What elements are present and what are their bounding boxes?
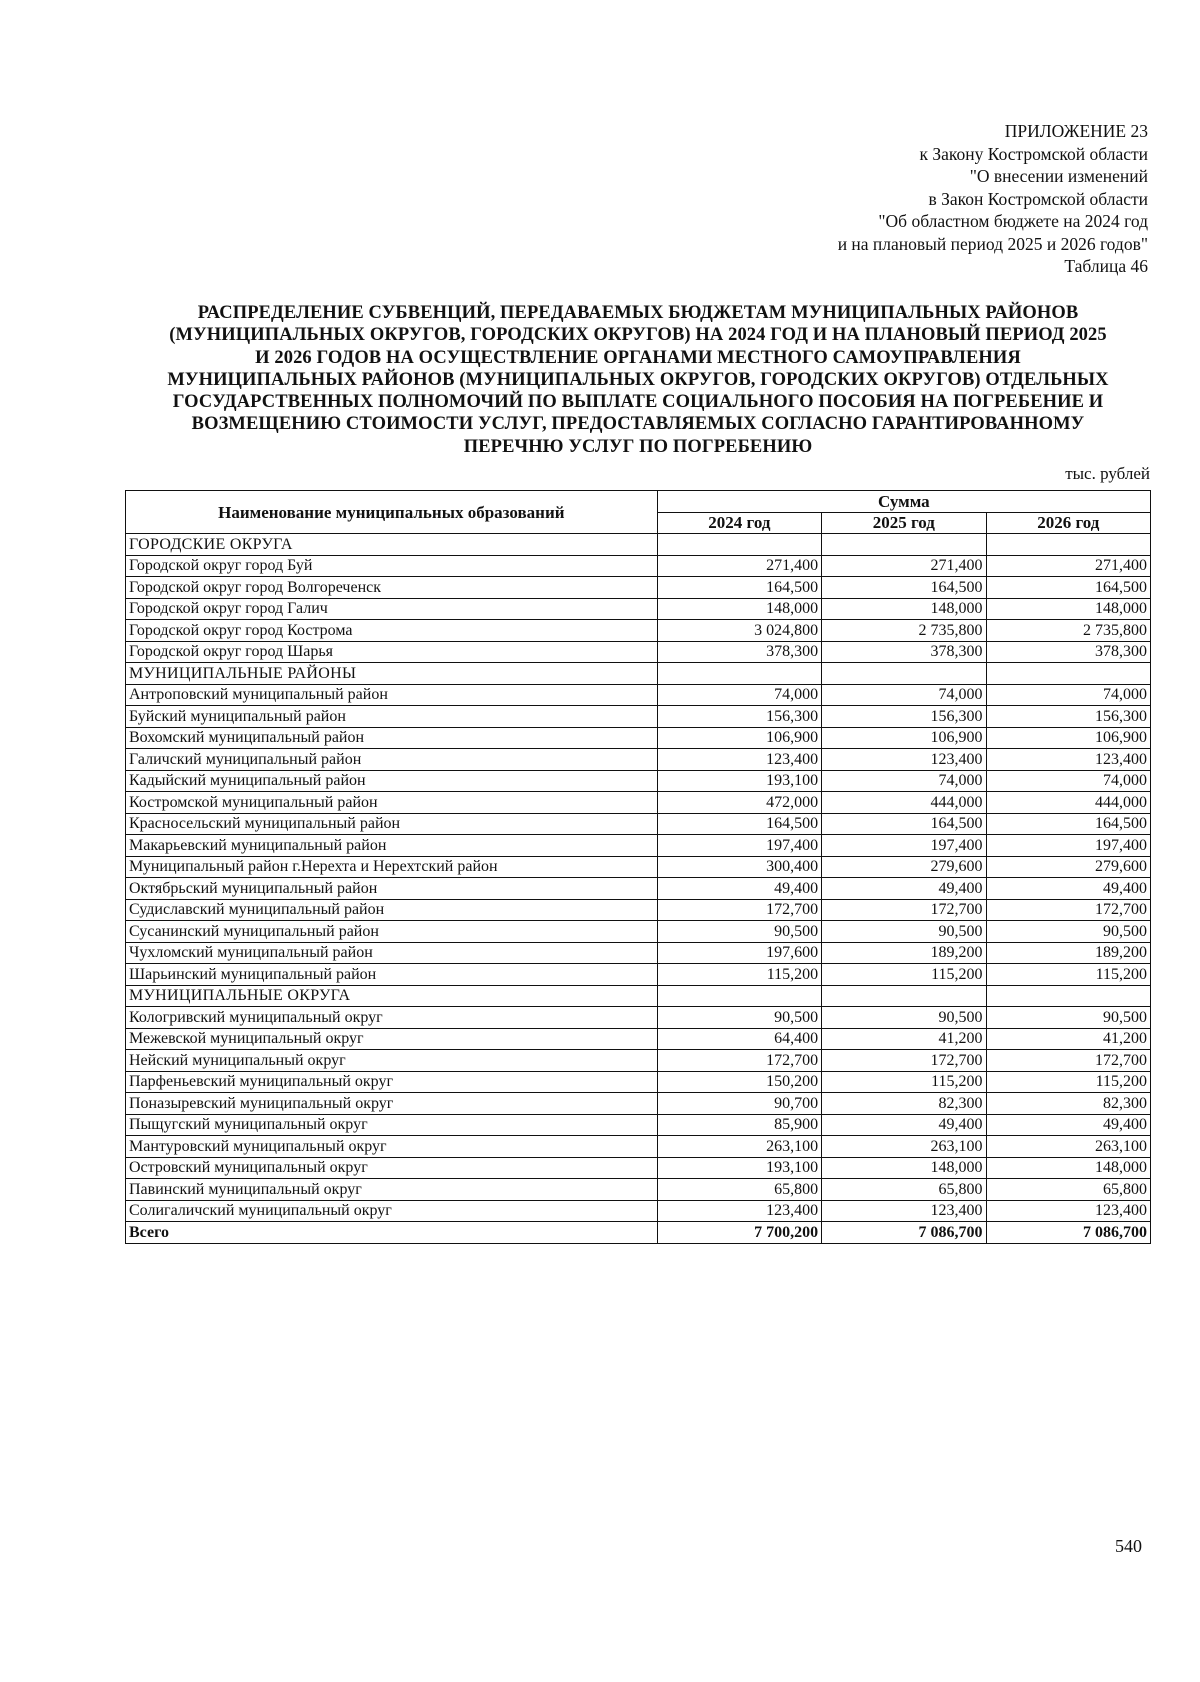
amount-cell-2026: 49,400 — [986, 878, 1150, 900]
municipality-name-cell: Муниципальный район г.Нерехта и Нерехтский район — [126, 856, 658, 878]
amount-cell-2026: 123,400 — [986, 1200, 1150, 1222]
table-row — [126, 878, 1151, 900]
amount-cell-2026: 123,400 — [986, 749, 1150, 771]
title-line: РАСПРЕДЕЛЕНИЕ СУБВЕНЦИЙ, ПЕРЕДАВАЕМЫХ БЮДЖЕТАМ МУНИЦИПАЛЬНЫХ РАЙОНОВ — [197, 303, 1079, 323]
table-row — [126, 727, 1151, 749]
amount-cell-2026: 189,200 — [986, 942, 1150, 964]
amount-cell-2024 — [657, 985, 821, 1007]
table-number: Таблица 46 — [1064, 256, 1148, 276]
amount-cell-2024: 123,400 — [657, 749, 821, 771]
municipality-name-cell: Солигаличский муниципальный округ — [126, 1200, 658, 1222]
amount-cell-2025: 90,500 — [822, 1007, 986, 1029]
table-row — [126, 577, 1151, 599]
table-row — [126, 706, 1151, 728]
title-line: И 2026 ГОДОВ НА ОСУЩЕСТВЛЕНИЕ ОРГАНАМИ МЕСТНОГО САМОУПРАВЛЕНИЯ — [255, 347, 1021, 368]
amount-cell-2025 — [822, 985, 986, 1007]
amount-cell-2024: 123,400 — [657, 1200, 821, 1222]
amount-cell-2026: 197,400 — [986, 835, 1150, 857]
table-row — [126, 598, 1151, 620]
amount-cell-2026: 378,300 — [986, 641, 1150, 663]
municipality-name-cell: Антроповский муниципальный район — [126, 684, 658, 706]
municipality-name-cell: Городской округ город Буй — [126, 555, 658, 577]
amount-cell-2025: 123,400 — [822, 749, 986, 771]
amount-cell-2024: 3 024,800 — [657, 620, 821, 642]
table-row — [126, 813, 1151, 835]
amount-cell-2025: 49,400 — [822, 1114, 986, 1136]
amount-cell-2025: 106,900 — [822, 727, 986, 749]
table-row — [126, 620, 1151, 642]
table-row — [126, 1200, 1151, 1222]
municipality-name-cell: Буйский муниципальный район — [126, 706, 658, 728]
group-name-cell: МУНИЦИПАЛЬНЫЕ ОКРУГА — [126, 985, 658, 1007]
amount-cell-2026: 2 735,800 — [986, 620, 1150, 642]
amount-cell-2025: 164,500 — [822, 813, 986, 835]
title-line: (МУНИЦИПАЛЬНЫХ ОКРУГОВ, ГОРОДСКИХ ОКРУГОВ) НА 2024 ГОД И НА ПЛАНОВЫЙ ПЕРИОД 2025 — [169, 325, 1107, 346]
table-row — [126, 1028, 1151, 1050]
total-row — [126, 1222, 1151, 1244]
table-row — [126, 1114, 1151, 1136]
amount-cell-2025: 197,400 — [822, 835, 986, 857]
amount-cell-2024: 64,400 — [657, 1028, 821, 1050]
appendix-line: ПРИЛОЖЕНИЕ 23 — [1004, 121, 1148, 141]
amount-cell-2026: 115,200 — [986, 964, 1150, 986]
municipality-name-cell: Всего — [126, 1222, 658, 1244]
amount-cell-2025: 7 086,700 — [822, 1222, 986, 1244]
table-row — [126, 1136, 1151, 1158]
municipality-name-cell: Костромской муниципальный район — [126, 792, 658, 814]
amount-cell-2026 — [986, 663, 1150, 685]
table-row — [126, 1007, 1151, 1029]
amount-cell-2025: 90,500 — [822, 921, 986, 943]
amount-cell-2025: 156,300 — [822, 706, 986, 728]
amount-cell-2026: 148,000 — [986, 598, 1150, 620]
amount-cell-2024: 49,400 — [657, 878, 821, 900]
amount-cell-2026: 41,200 — [986, 1028, 1150, 1050]
amount-cell-2025: 148,000 — [822, 1157, 986, 1179]
amount-cell-2025: 378,300 — [822, 641, 986, 663]
amount-cell-2026: 263,100 — [986, 1136, 1150, 1158]
amount-cell-2024: 74,000 — [657, 684, 821, 706]
table-row — [126, 1093, 1151, 1115]
municipality-name-cell: Макарьевский муниципальный район — [126, 835, 658, 857]
amount-cell-2025: 115,200 — [822, 964, 986, 986]
page-number: 540 — [1115, 1536, 1142, 1556]
amount-cell-2025: 189,200 — [822, 942, 986, 964]
table-row — [126, 1179, 1151, 1201]
table-row — [126, 921, 1151, 943]
amount-cell-2024: 193,100 — [657, 1157, 821, 1179]
amount-cell-2026: 444,000 — [986, 792, 1150, 814]
amount-cell-2026: 74,000 — [986, 770, 1150, 792]
amount-cell-2025: 148,000 — [822, 598, 986, 620]
amount-cell-2024: 378,300 — [657, 641, 821, 663]
amount-cell-2024: 85,900 — [657, 1114, 821, 1136]
group-name-cell: ГОРОДСКИЕ ОКРУГА — [126, 534, 658, 556]
amount-cell-2025 — [822, 534, 986, 556]
municipality-name-cell: Красносельский муниципальный район — [126, 813, 658, 835]
year-2024-header: 2024 год — [657, 512, 821, 534]
amount-cell-2026: 7 086,700 — [986, 1222, 1150, 1244]
amount-cell-2024: 148,000 — [657, 598, 821, 620]
subsidy-table — [125, 490, 1151, 1244]
amount-cell-2026: 279,600 — [986, 856, 1150, 878]
amount-cell-2026: 148,000 — [986, 1157, 1150, 1179]
municipality-name-cell: Межевской муниципальный округ — [126, 1028, 658, 1050]
amount-cell-2026: 164,500 — [986, 813, 1150, 835]
amount-cell-2024: 197,400 — [657, 835, 821, 857]
appendix-line: "Об областном бюджете на 2024 год — [878, 211, 1148, 231]
amount-cell-2024: 90,500 — [657, 921, 821, 943]
table-row — [126, 641, 1151, 663]
amount-cell-2024: 472,000 — [657, 792, 821, 814]
table-row — [126, 899, 1151, 921]
amount-cell-2024: 65,800 — [657, 1179, 821, 1201]
table-row — [126, 684, 1151, 706]
amount-cell-2025: 74,000 — [822, 770, 986, 792]
amount-cell-2025: 263,100 — [822, 1136, 986, 1158]
amount-cell-2026 — [986, 534, 1150, 556]
table-header-row — [126, 491, 1151, 513]
table-row — [126, 835, 1151, 857]
amount-cell-2025: 172,700 — [822, 1050, 986, 1072]
title-line: ПЕРЕЧНЮ УСЛУГ ПО ПОГРЕБЕНИЮ — [463, 436, 813, 457]
amount-cell-2024: 106,900 — [657, 727, 821, 749]
amount-cell-2024: 7 700,200 — [657, 1222, 821, 1244]
municipality-name-cell: Пыщугский муниципальный округ — [126, 1114, 658, 1136]
municipality-name-cell: Галичский муниципальный район — [126, 749, 658, 771]
amount-cell-2024: 150,200 — [657, 1071, 821, 1093]
municipality-name-cell: Судиславский муниципальный район — [126, 899, 658, 921]
year-2026-header: 2026 год — [986, 512, 1150, 534]
table-row — [126, 1157, 1151, 1179]
amount-cell-2025: 164,500 — [822, 577, 986, 599]
municipality-name-cell: Городской округ город Шарья — [126, 641, 658, 663]
municipality-name-cell: Городской округ город Галич — [126, 598, 658, 620]
municipality-name-cell: Городской округ город Волгореченск — [126, 577, 658, 599]
group-name-cell: МУНИЦИПАЛЬНЫЕ РАЙОНЫ — [126, 663, 658, 685]
amount-cell-2025: 2 735,800 — [822, 620, 986, 642]
municipality-name-cell: Мантуровский муниципальный округ — [126, 1136, 658, 1158]
municipality-name-cell: Парфеньевский муниципальный округ — [126, 1071, 658, 1093]
amount-cell-2024: 300,400 — [657, 856, 821, 878]
amount-cell-2024: 90,500 — [657, 1007, 821, 1029]
amount-cell-2025: 279,600 — [822, 856, 986, 878]
amount-cell-2026: 90,500 — [986, 1007, 1150, 1029]
municipality-name-cell: Шарьинский муниципальный район — [126, 964, 658, 986]
name-column-header: Наименование муниципальных образований — [126, 491, 658, 534]
table-body — [126, 534, 1151, 1244]
table-row — [126, 749, 1151, 771]
municipality-name-cell: Поназыревский муниципальный округ — [126, 1093, 658, 1115]
amount-cell-2026: 106,900 — [986, 727, 1150, 749]
amount-cell-2025: 82,300 — [822, 1093, 986, 1115]
table-row — [126, 856, 1151, 878]
amount-cell-2026: 271,400 — [986, 555, 1150, 577]
amount-cell-2025: 49,400 — [822, 878, 986, 900]
amount-cell-2025: 74,000 — [822, 684, 986, 706]
group-row — [126, 534, 1151, 556]
municipality-name-cell: Чухломский муниципальный район — [126, 942, 658, 964]
document-title — [118, 302, 1158, 458]
appendix-line: и на плановый период 2025 и 2026 годов" — [837, 233, 1148, 254]
amount-cell-2025: 65,800 — [822, 1179, 986, 1201]
sum-column-header: Сумма — [657, 491, 1150, 513]
amount-cell-2024 — [657, 534, 821, 556]
amount-cell-2026: 90,500 — [986, 921, 1150, 943]
amount-cell-2024: 90,700 — [657, 1093, 821, 1115]
amount-cell-2025: 172,700 — [822, 899, 986, 921]
amount-cell-2025: 271,400 — [822, 555, 986, 577]
amount-cell-2024 — [657, 663, 821, 685]
table-row — [126, 942, 1151, 964]
amount-cell-2025: 115,200 — [822, 1071, 986, 1093]
amount-cell-2024: 193,100 — [657, 770, 821, 792]
table-row — [126, 1050, 1151, 1072]
title-line: ГОСУДАРСТВЕННЫХ ПОЛНОМОЧИЙ ПО ВЫПЛАТЕ СОЦИАЛЬНОГО ПОСОБИЯ НА ПОГРЕБЕНИЕ И — [172, 392, 1104, 413]
municipality-name-cell: Кадыйский муниципальный район — [126, 770, 658, 792]
amount-cell-2024: 197,600 — [657, 942, 821, 964]
year-2025-header: 2025 год — [822, 512, 986, 534]
amount-cell-2026: 172,700 — [986, 1050, 1150, 1072]
amount-cell-2026: 82,300 — [986, 1093, 1150, 1115]
appendix-header — [838, 120, 1148, 278]
appendix-line: в Закон Костромской области — [928, 188, 1148, 209]
group-row — [126, 663, 1151, 685]
amount-cell-2026: 49,400 — [986, 1114, 1150, 1136]
municipality-name-cell: Нейский муниципальный округ — [126, 1050, 658, 1072]
municipality-name-cell: Кологривский муниципальный округ — [126, 1007, 658, 1029]
municipality-name-cell: Островский муниципальный округ — [126, 1157, 658, 1179]
table-row — [126, 1071, 1151, 1093]
amount-cell-2024: 271,400 — [657, 555, 821, 577]
appendix-line: "О внесении изменений — [969, 166, 1148, 186]
amount-cell-2026: 115,200 — [986, 1071, 1150, 1093]
amount-cell-2024: 156,300 — [657, 706, 821, 728]
units-label: тыс. рублей — [1065, 464, 1150, 483]
group-row — [126, 985, 1151, 1007]
amount-cell-2026 — [986, 985, 1150, 1007]
amount-cell-2025: 444,000 — [822, 792, 986, 814]
title-line: ВОЗМЕЩЕНИЮ СТОИМОСТИ УСЛУГ, ПРЕДОСТАВЛЯЕМЫХ СОГЛАСНО ГАРАНТИРОВАННОМУ — [191, 414, 1085, 435]
table-row — [126, 555, 1151, 577]
amount-cell-2024: 164,500 — [657, 577, 821, 599]
amount-cell-2024: 115,200 — [657, 964, 821, 986]
amount-cell-2024: 172,700 — [657, 899, 821, 921]
appendix-line: к Закону Костромской области — [919, 143, 1148, 164]
amount-cell-2024: 164,500 — [657, 813, 821, 835]
amount-cell-2026: 74,000 — [986, 684, 1150, 706]
amount-cell-2024: 263,100 — [657, 1136, 821, 1158]
amount-cell-2024: 172,700 — [657, 1050, 821, 1072]
amount-cell-2026: 156,300 — [986, 706, 1150, 728]
amount-cell-2026: 164,500 — [986, 577, 1150, 599]
table-row — [126, 792, 1151, 814]
municipality-name-cell: Сусанинский муниципальный район — [126, 921, 658, 943]
municipality-name-cell: Вохомский муниципальный район — [126, 727, 658, 749]
amount-cell-2025: 41,200 — [822, 1028, 986, 1050]
amount-cell-2026: 172,700 — [986, 899, 1150, 921]
municipality-name-cell: Городской округ город Кострома — [126, 620, 658, 642]
amount-cell-2025: 123,400 — [822, 1200, 986, 1222]
amount-cell-2026: 65,800 — [986, 1179, 1150, 1201]
title-line: МУНИЦИПАЛЬНЫХ РАЙОНОВ (МУНИЦИПАЛЬНЫХ ОКРУГОВ, ГОРОДСКИХ ОКРУГОВ) ОТДЕЛЬНЫХ — [167, 369, 1109, 390]
municipality-name-cell: Павинский муниципальный округ — [126, 1179, 658, 1201]
municipality-name-cell: Октябрьский муниципальный район — [126, 878, 658, 900]
table-row — [126, 770, 1151, 792]
table-row — [126, 964, 1151, 986]
amount-cell-2025 — [822, 663, 986, 685]
